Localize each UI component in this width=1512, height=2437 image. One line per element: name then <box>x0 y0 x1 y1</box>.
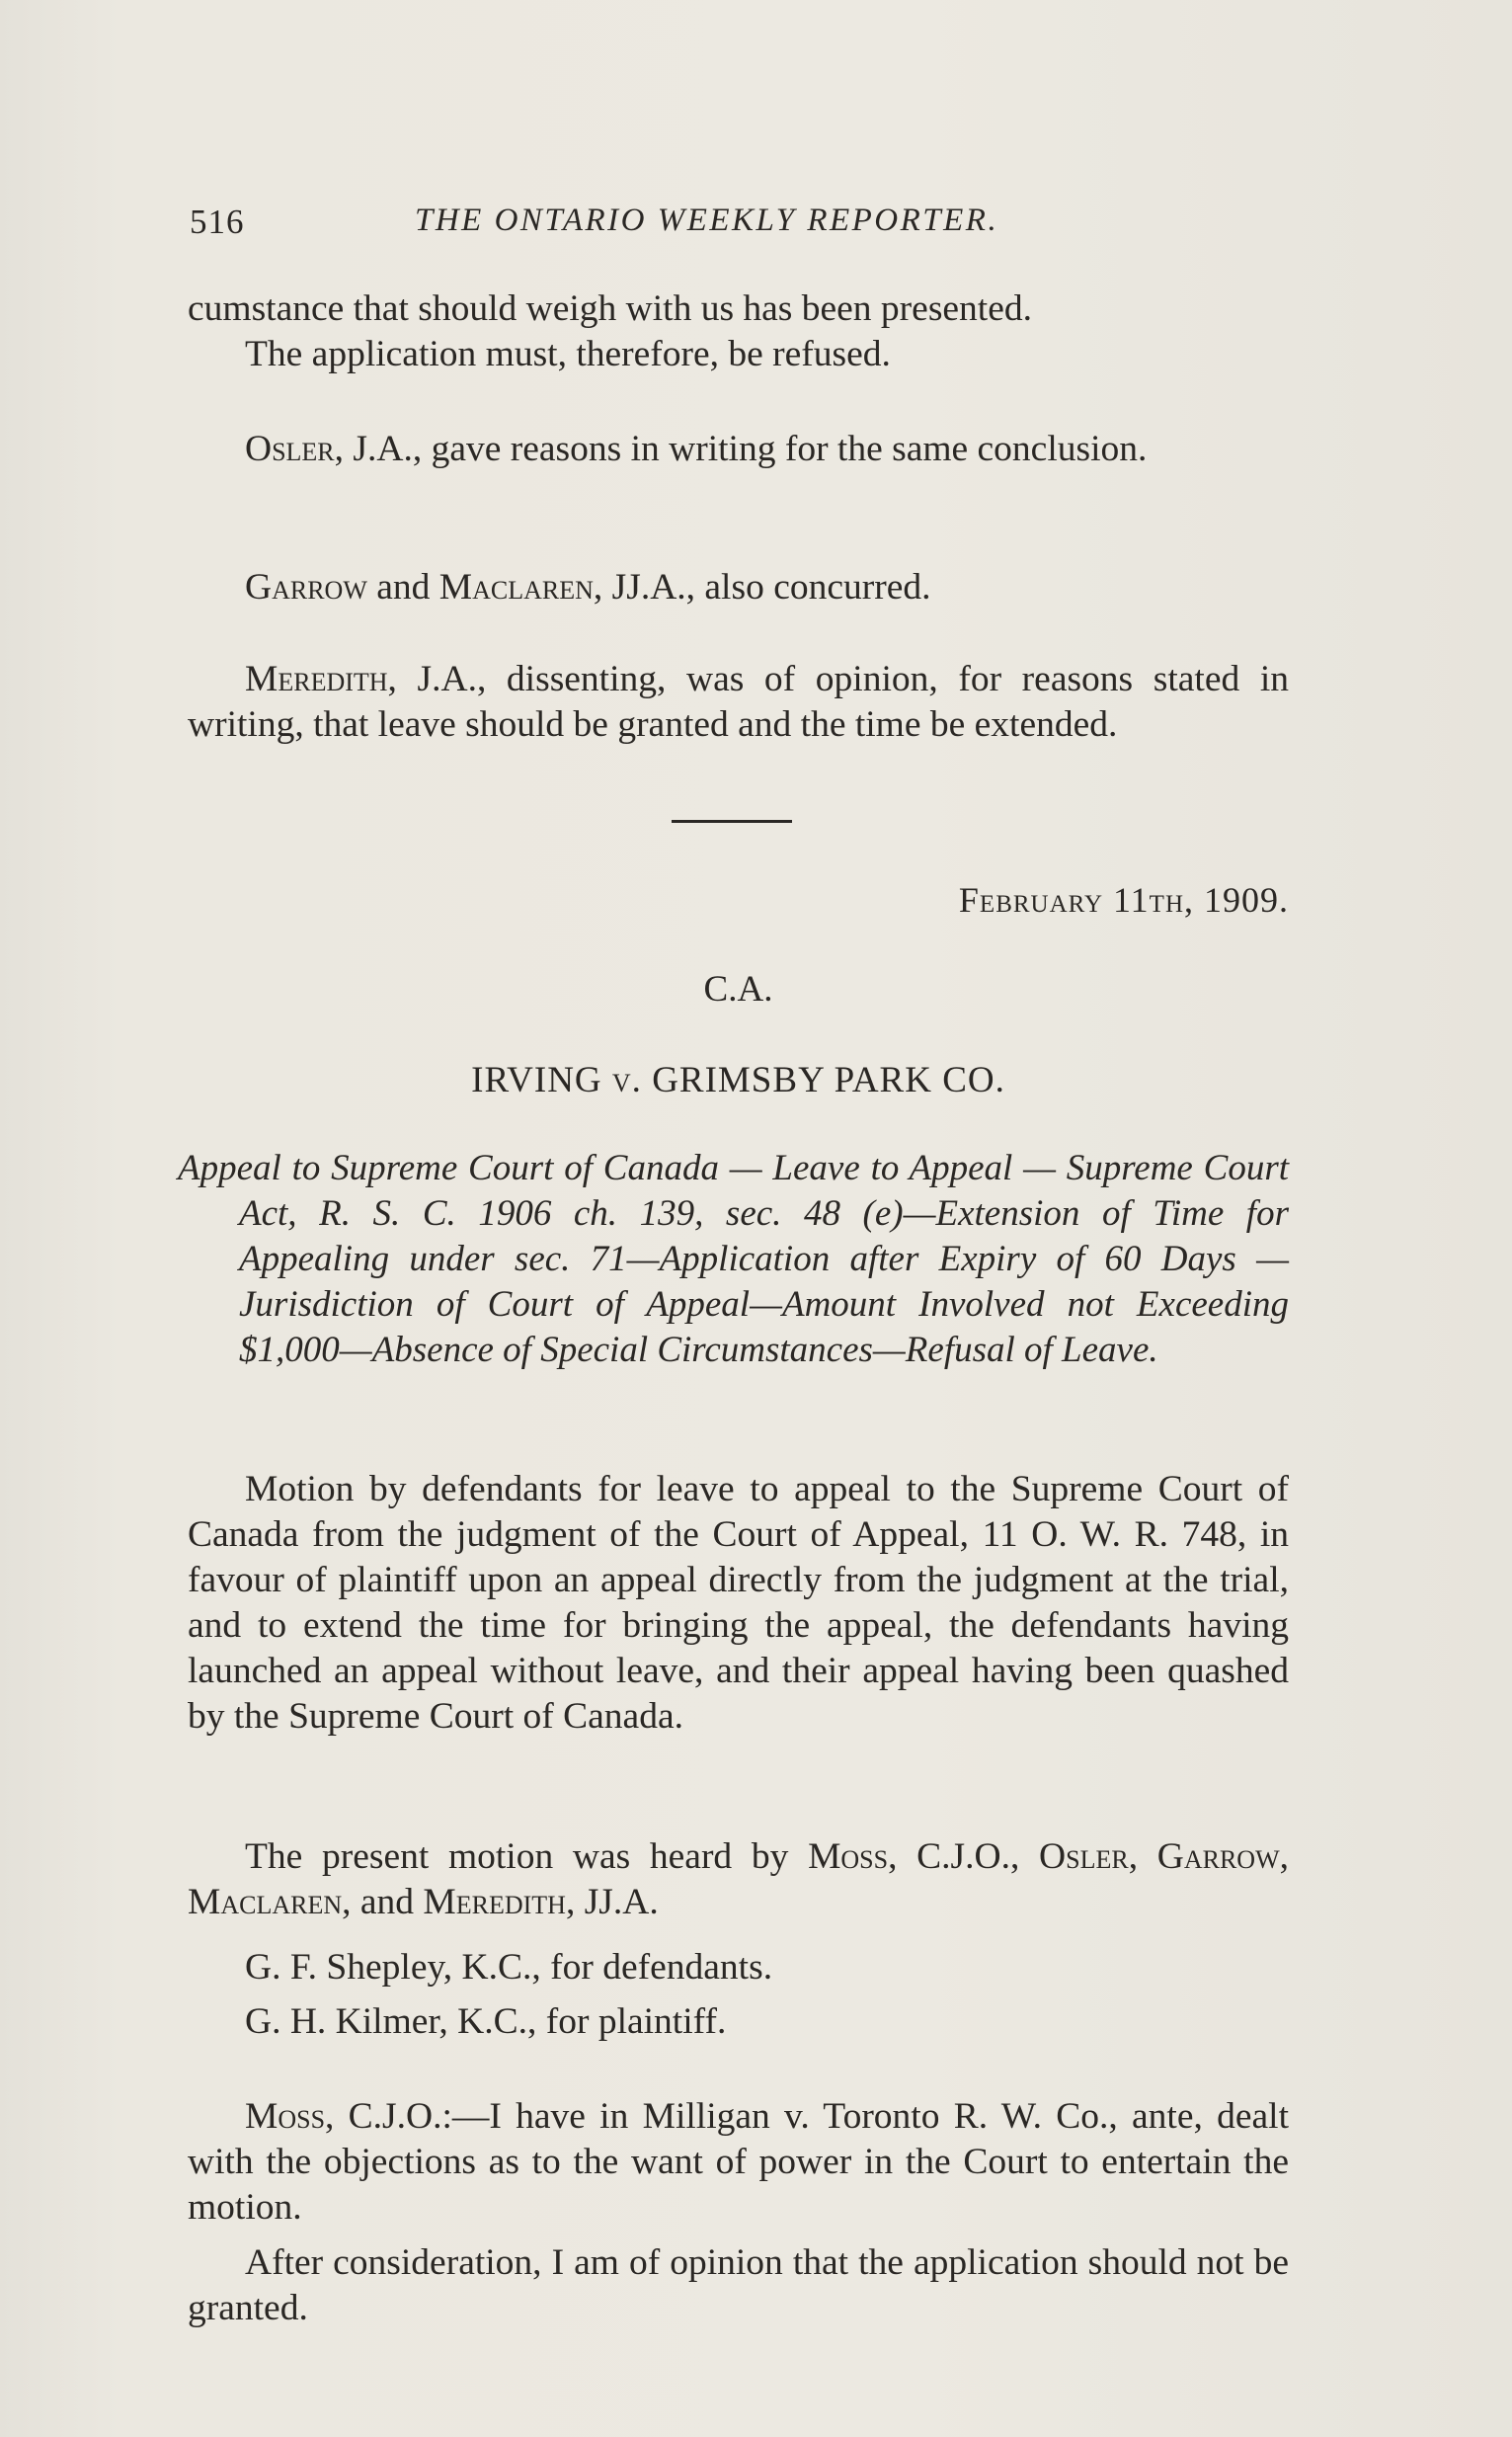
moss-text: , C.J.O.:—I have in Milligan v. Toronto R. W. Co., ante, dealt with the objections as to the want of power in the Court to entertain the motion. <box>188 2096 1289 2228</box>
heard-judge-meredith: Meredith <box>423 1882 566 1922</box>
headnote: Appeal to Supreme Court of Canada — Leave to Appeal — Supreme Court Act, R. S. C. 1906 ch. 139, sec. 48 (e)—Extension of Time for Appealing under sec. 71—Application after Expiry of 60 Days — Jurisdiction of Court of Appeal—Amount Involved not Exceeding $1,000—Absence of Special Circumstances—Refusal of Leave. <box>178 1148 1289 1370</box>
and-text: and <box>366 567 439 608</box>
heard-paragraph <box>188 1834 1289 1925</box>
opening-line-1: cumstance that should weigh with us has been presented. <box>188 288 1032 329</box>
judge-name-osler: Osler <box>245 429 335 469</box>
case-versus: v. <box>601 1060 653 1100</box>
journal-title: THE ONTARIO WEEKLY REPORTER. <box>415 203 999 238</box>
heard-sep-2: , <box>1128 1836 1157 1877</box>
case-plaintiff: IRVING <box>471 1060 602 1100</box>
heard-judge-garrow: Garrow <box>1156 1836 1280 1877</box>
running-head <box>188 203 1289 252</box>
heard-sep-3: , <box>1279 1836 1289 1877</box>
heard-judge-maclaren: Maclaren <box>188 1882 343 1922</box>
judge-name-garrow: Garrow <box>245 567 367 608</box>
page-number: 516 <box>190 203 245 241</box>
heard-intro: The present motion was heard by <box>245 1836 809 1877</box>
opening-paragraph <box>188 286 1289 377</box>
heard-judge-moss: Moss <box>808 1836 889 1877</box>
garrow-text: , JJ.A., also concurred. <box>593 567 931 608</box>
motion-paragraph: Motion by defendants for leave to appeal to the Supreme Court of Canada from the judgment of the Court of Appeal, 11 O. W. R. 748, in favour of plaintiff upon an appeal directly from the judgment at the trial, and to extend the time for bringing the appeal, the defendants having launched an appeal without leave, and their appeal having been quashed by the Supreme Court of Canada. <box>188 1469 1289 1737</box>
case-title <box>188 1059 1289 1101</box>
date-month: February 11th <box>958 880 1184 920</box>
heard-sep-1: , C.J.O., <box>888 1836 1040 1877</box>
osler-text: , J.A., gave reasons in writing for the same conclusion. <box>334 429 1148 469</box>
court-designation: C.A. <box>703 969 773 1010</box>
opening-line-2: The application must, therefore, be refused. <box>245 334 891 374</box>
case-defendant: GRIMSBY PARK CO. <box>652 1060 1005 1100</box>
heard-sep-4: , and <box>342 1882 424 1922</box>
section-divider <box>672 820 792 823</box>
garrow-maclaren-paragraph <box>188 565 1289 610</box>
counsel-defendants: G. F. Shepley, K.C., for defendants. <box>245 1947 773 1988</box>
osler-paragraph <box>188 427 1289 472</box>
meredith-paragraph <box>188 657 1289 748</box>
meredith-text: , J.A., dissenting, was of opinion, for reasons stated in writing, that leave should be granted and the time be extended. <box>188 659 1289 745</box>
heard-judge-osler: Osler <box>1039 1836 1129 1877</box>
decision-date <box>959 879 1289 921</box>
moss-opinion-paragraph <box>188 2094 1289 2231</box>
final-paragraph: After consideration, I am of opinion that the application should not be granted. <box>188 2242 1289 2328</box>
date-year: , 1909. <box>1184 880 1289 920</box>
counsel-plaintiff: G. H. Kilmer, K.C., for plaintiff. <box>245 2001 727 2042</box>
judge-name-maclaren: Maclaren <box>438 567 594 608</box>
heard-end: , JJ.A. <box>565 1882 659 1922</box>
judge-name-moss: Moss <box>245 2096 326 2137</box>
judge-name-meredith: Meredith <box>245 659 388 699</box>
